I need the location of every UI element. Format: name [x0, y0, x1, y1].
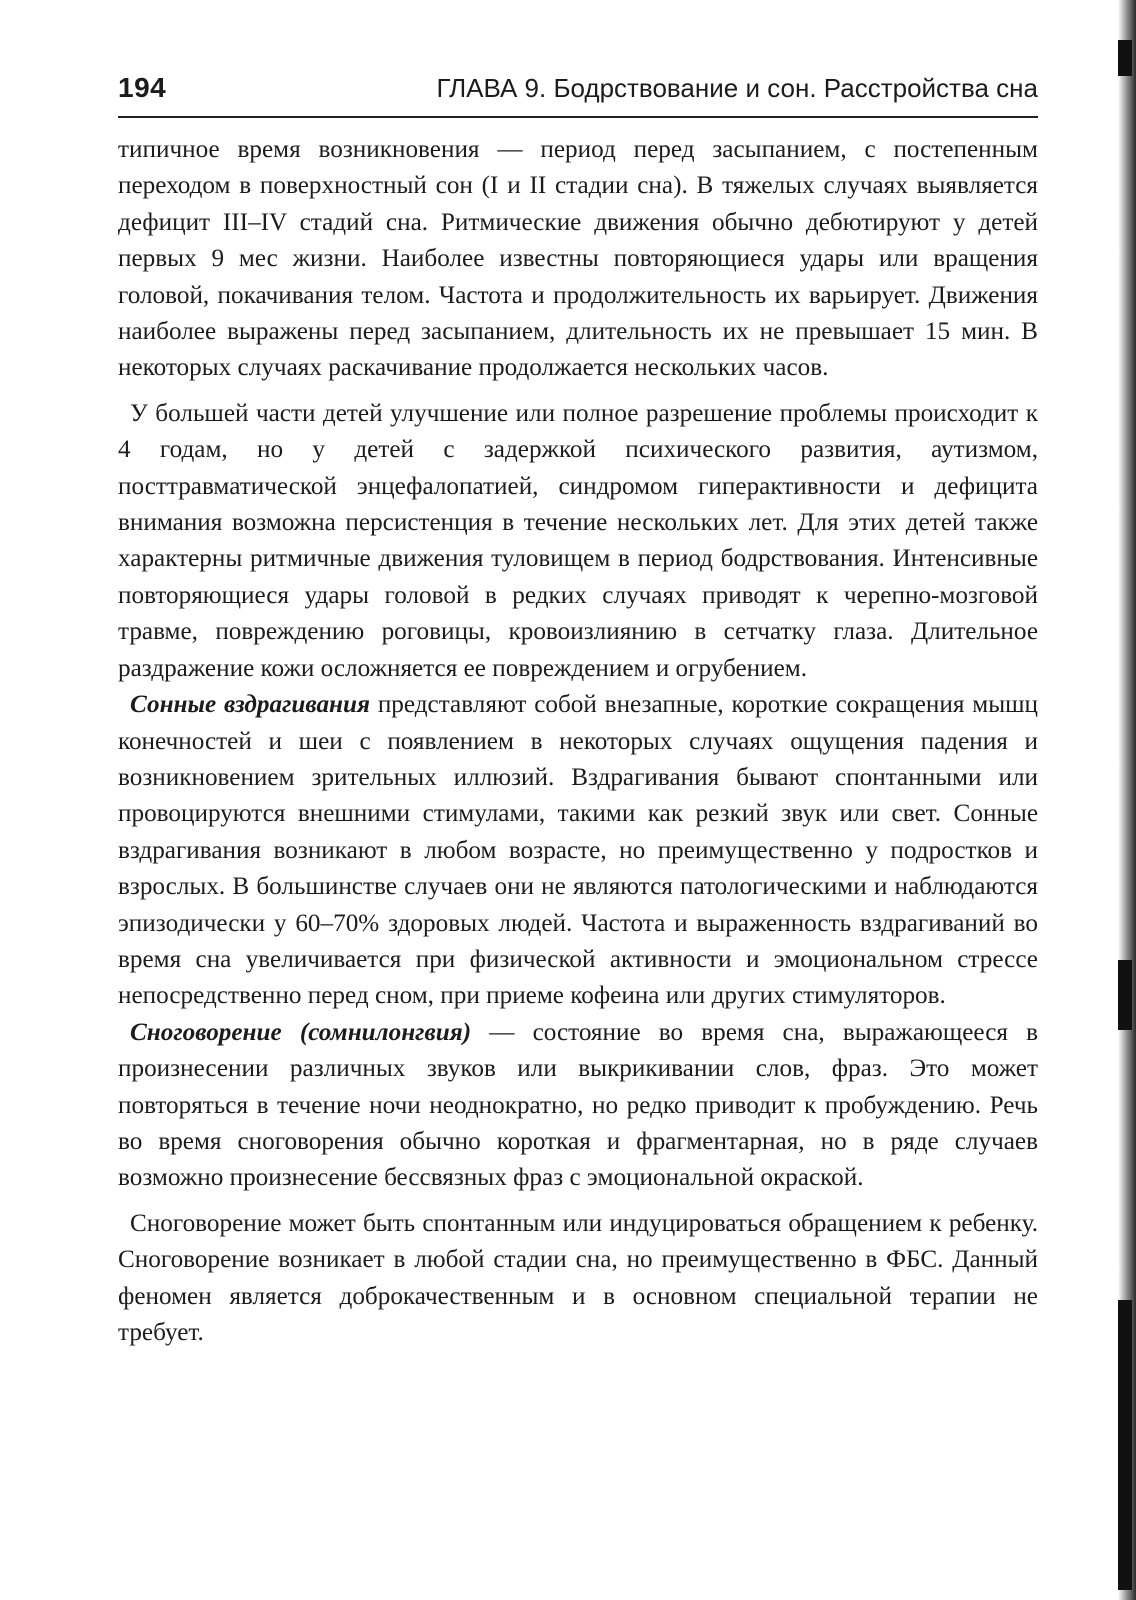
term-heading: Сноговорение (сомнилонгвия): [130, 1018, 472, 1046]
term-heading: Сонные вздрагивания: [130, 691, 371, 719]
paragraph: [118, 396, 1038, 687]
paragraph: [118, 687, 1038, 1015]
paragraph-text: У большей части детей улучшение или полное разрешение проблемы происходит к 4 годам, но у детей с задержкой психического развития, аутизмом, посттравматической энцефалопатией, синдромом гиперактивности и дефицита внимания возможна персистенция в течение нескольких лет. Для этих детей также характерны ритмичные движения туловищем в период бодрствования. Интенсивные повторяющиеся удары головой в редких случаях приводят к черепно-мозговой травме, повреждению роговицы, кровоизлиянию в сетчатку глаза. Длительное раздражение кожи осложняется ее повреждением и огрубением.: [118, 399, 1038, 682]
paragraph-text: Сноговорение может быть спонтанным или индуцироваться обращением к ребенку. Сноговорение возникает в любой стадии сна, но преимущественно в ФБС. Данный феномен является доброкачественным и в основном специальной терапии не требует.: [118, 1209, 1038, 1346]
page-edge-mark: [1118, 40, 1132, 76]
page-body: [118, 132, 1038, 1351]
page-number: 194: [118, 72, 167, 103]
page-edge-mark: [1118, 960, 1132, 1030]
paragraph-text: типичное время возникновения — период перед засыпанием, с постепенным переходом в поверхностный сон (I и II стадии сна). В тяжелых случаях выявляется дефицит III–IV стадий сна. Ритмические движения обычно дебютируют у детей первых 9 мес жизни. Наиболее известны повторяющиеся удары или вращения головой, покачивания телом. Частота и продолжительность их варьирует. Движения наиболее выражены перед засыпанием, длительность их не превышает 15 мин. В некоторых случаях раскачивание продолжается нескольких часов.: [118, 136, 1038, 382]
book-page: [118, 72, 1038, 1351]
paragraph: [118, 132, 1038, 387]
paragraph-text: представляют собой внезапные, короткие сокращения мышц конечностей и шеи с появлением в некоторых случаях ощущения падения и возникновением зрительных иллюзий. Вздрагивания бывают спонтанными или провоцируются внешними стимулами, такими как резкий звук или свет. Сонные вздрагивания возникают в любом возрасте, но преимущественно у подростков и взрослых. В большинстве случаев они не являются патологическими и наблюдаются эпизодически у 60–70% здоровых людей. Частота и выраженность вздрагиваний во время сна увеличивается при физической активности и эмоциональном стрессе непосредственно перед сном, при приеме кофеина или других стимуляторов.: [118, 691, 1038, 1010]
page-header: [118, 72, 1038, 118]
paragraph: [118, 1015, 1038, 1197]
paragraph: [118, 1206, 1038, 1352]
page-edge-mark: [1118, 1300, 1132, 1590]
paragraph-text: — состояние во время сна, выражающееся в произнесении различных звуков или выкрикивании слов, фраз. Это может повторяться в течение ночи неоднократно, но редко приводит к пробуждению. Речь во время сноговорения обычно короткая и фрагментарная, но в ряде случаев возможно произнесение бессвязных фраз с эмоциональной окраской.: [118, 1018, 1038, 1192]
running-head: ГЛАВА 9. Бодрствование и сон. Расстройства сна: [436, 73, 1038, 103]
